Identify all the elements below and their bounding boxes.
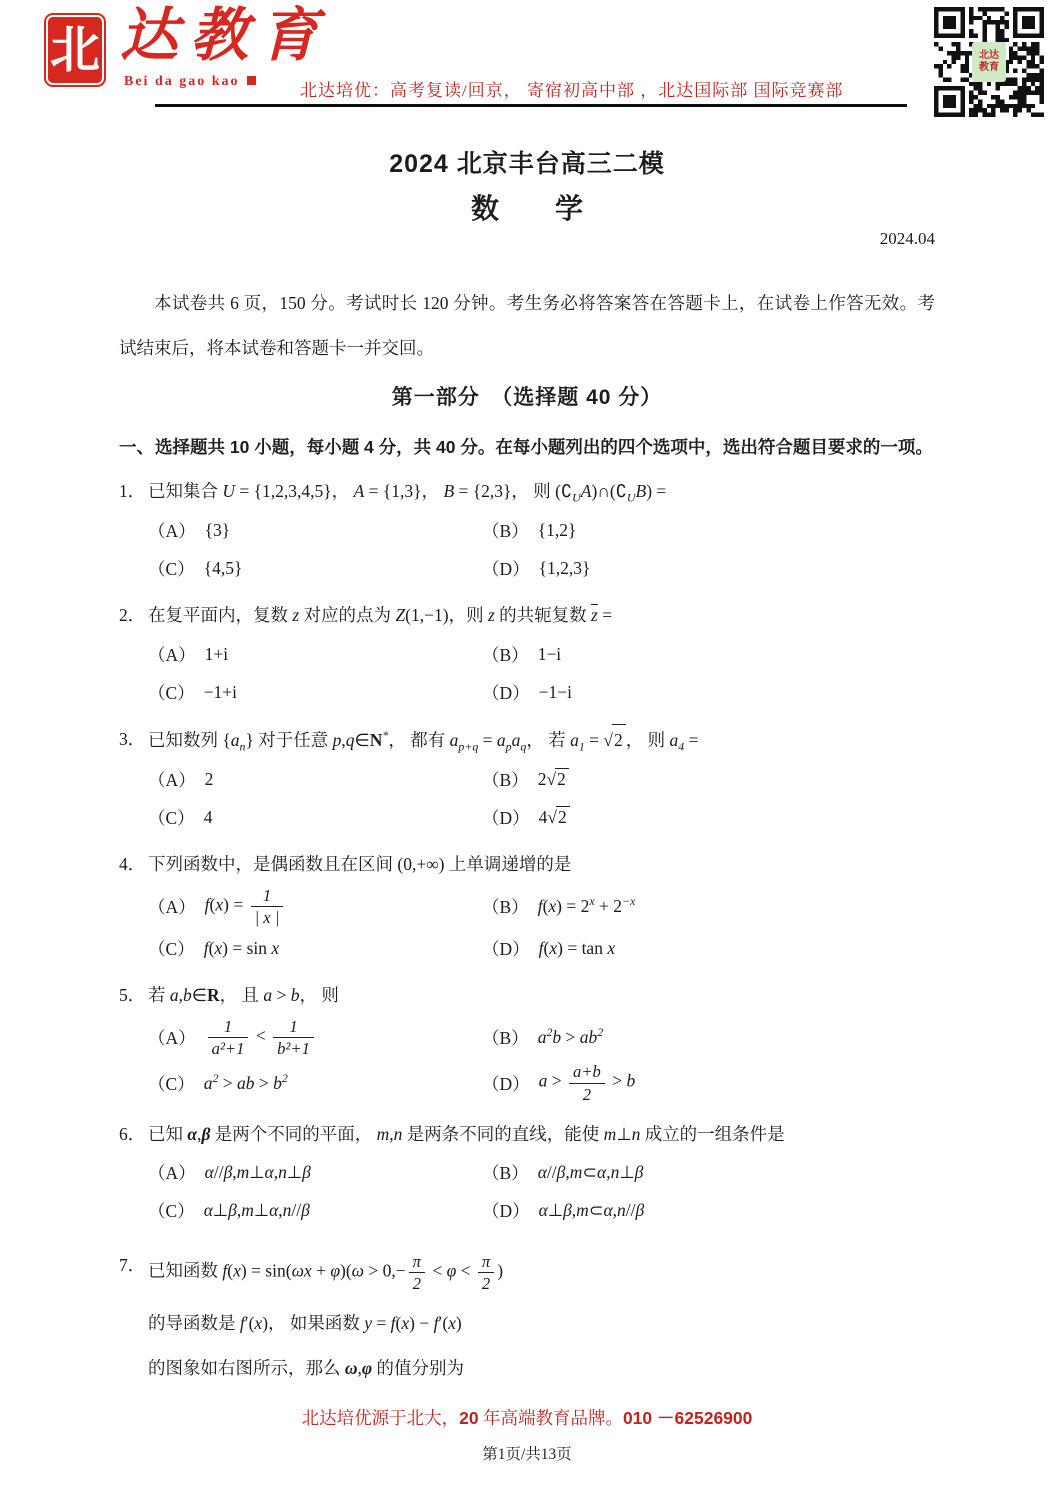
- instruction-label: 一、: [119, 437, 154, 457]
- option-text: a > $\frac{a+b}{2}$ > b: [538, 1062, 636, 1104]
- footer-phone: 010 －62526900: [622, 1408, 753, 1428]
- footer-slogan-part2: 年高端教育品牌。: [478, 1408, 623, 1428]
- question-3: [119, 724, 935, 836]
- options-grid: [148, 635, 935, 711]
- option-b: [482, 635, 935, 673]
- option-label: （B）: [482, 644, 529, 665]
- option-text: f(x) = sin x: [203, 937, 280, 958]
- brand-stamp: [44, 13, 106, 87]
- brand-latin-label: Bei da gao kao: [124, 74, 240, 89]
- option-label: （C）: [148, 1201, 195, 1222]
- subject-title: 数 学: [470, 193, 583, 224]
- header-slogan: 北达培优：高考复读/回京， 寄宿初高中部 ，北达国际部 国际竞赛部: [300, 81, 844, 100]
- option-label: （B）: [482, 897, 529, 918]
- option-text: {3}: [204, 519, 231, 540]
- option-label: （C）: [148, 558, 195, 579]
- option-text: {1,2,3}: [538, 557, 591, 578]
- brand-latin-text: [124, 74, 256, 90]
- option-d: [482, 1060, 935, 1105]
- question-stem: 下列函数中，是偶函数且在区间 (0,+∞) 上单调递增的是: [148, 854, 572, 874]
- options-grid: [148, 884, 935, 967]
- option-text: {1,2}: [537, 519, 577, 540]
- option-text: 2: [204, 768, 214, 789]
- option-c: [148, 673, 482, 711]
- option-label: （C）: [148, 938, 195, 959]
- option-label: （A）: [148, 644, 196, 665]
- option-a: [148, 511, 482, 549]
- option-b: [482, 760, 935, 798]
- exam-title: 2024 北京丰台高三二模: [389, 150, 665, 178]
- qr-center-line1: 北达: [979, 49, 999, 61]
- option-label: （C）: [148, 682, 195, 703]
- question-6: [119, 1119, 935, 1230]
- option-label: （B）: [482, 1028, 529, 1049]
- option-c: [148, 549, 482, 587]
- footer-slogan-years: 20: [459, 1408, 479, 1428]
- option-label: （C）: [148, 807, 195, 828]
- question-stem: 若 a,b∈R， 且 a > b， 则: [148, 985, 339, 1006]
- option-text: α//β,m⊥α,n⊥β: [204, 1162, 311, 1183]
- question-2: [119, 600, 935, 711]
- brand-square-mark: [247, 76, 256, 85]
- option-text: $a^2$ > ab > $b^2$: [203, 1070, 288, 1093]
- option-text: {4,5}: [203, 557, 243, 578]
- option-text: f(x) = $\frac{1}{| x |}$: [205, 884, 287, 929]
- option-text: 1+i: [204, 643, 229, 664]
- question-stem-line-1: 已知函数 f(x) = sin(ωx + φ)(ω > 0,− $\frac{\pi}{2}$ < φ < $\frac{\pi}{2}$ ): [148, 1251, 504, 1293]
- option-c: [148, 798, 482, 836]
- option-a: [148, 760, 482, 798]
- option-c: [148, 1060, 482, 1105]
- option-label: （D）: [482, 1073, 530, 1094]
- option-text: α⊥β,m⊂α,n//β: [538, 1200, 645, 1221]
- main-content: [0, 144, 1054, 1396]
- question-stem-line-3: 的图象如右图所示，那么 ω,φ 的值分别为: [148, 1357, 465, 1378]
- option-text: $\frac{1}{\text{a²+1}}$ < $\frac{1}{\text{b²+1}}$: [205, 1015, 317, 1060]
- question-number: 7．: [119, 1254, 146, 1275]
- option-text: f(x) = tan x: [538, 937, 616, 958]
- option-label: （D）: [482, 938, 530, 959]
- option-d: [482, 549, 935, 587]
- footer-slogan: [0, 1405, 1054, 1430]
- question-number: 2．: [119, 605, 146, 625]
- question-7: [119, 1250, 935, 1396]
- options-grid: [148, 760, 935, 836]
- option-a: [148, 1015, 482, 1060]
- question-stem: 已知 α,β 是两个不同的平面， m,n 是两条不同的直线，能使 m⊥n 成立的一组条件是: [148, 1123, 785, 1144]
- option-text: α//β,m⊂α,n⊥β: [537, 1162, 644, 1183]
- qr-center-label: [972, 42, 1006, 82]
- question-5: [119, 980, 935, 1105]
- option-d: [482, 673, 935, 711]
- option-text: 1−i: [537, 643, 562, 664]
- qr-center-line2: 教育: [979, 62, 999, 73]
- option-d: [482, 929, 935, 967]
- option-label: （D）: [482, 558, 530, 579]
- question-stem: 已知集合 U = {1,2,3,4,5}， A = {1,3}， B = {2,3}， 则 $(∁_UA)\cap(∁_UB)$ =: [148, 481, 667, 505]
- option-label: （A）: [148, 1028, 196, 1049]
- question-stem: 在复平面内，复数 z 对应的点为 Z(1,−1)，则 z 的共轭复数 $\overline{z}$ =: [148, 605, 613, 625]
- option-text: $a^2b > ab^2$: [537, 1025, 604, 1048]
- option-label: （D）: [482, 682, 530, 703]
- option-label: （C）: [148, 1073, 195, 1094]
- section-instruction: [119, 431, 935, 463]
- option-label: （A）: [148, 1163, 196, 1184]
- page-header: [0, 0, 1054, 118]
- option-label: （D）: [482, 1201, 530, 1222]
- section-heading: 第一部分 （选择题 40 分）: [391, 386, 663, 409]
- footer-slogan-part1: 北达培优源于北大，: [301, 1408, 460, 1428]
- question-stem-line-2: 的导函数是 f′(x)， 如果函数 y = f(x) − f′(x): [148, 1312, 462, 1333]
- question-number: 1．: [119, 481, 146, 501]
- question-stem: 已知数列 $\{a_n\}$ 对于任意 p,q∈N*， 都有 $a_{p+q} = a_pa_q$， 若 $a_1$ = √ 2 ， 则 $a_4$ =: [148, 724, 935, 755]
- question-1: [119, 476, 935, 587]
- options-grid: [148, 1154, 935, 1230]
- option-label: （B）: [482, 520, 529, 541]
- exam-date: 2024.04: [879, 229, 935, 248]
- option-label: （B）: [482, 1163, 529, 1184]
- brand-script-text: 达教育: [120, 3, 331, 68]
- option-label: （A）: [148, 897, 196, 918]
- option-c: [148, 929, 482, 967]
- brand-stamp-character: 北: [50, 22, 100, 78]
- header-divider: [155, 104, 907, 107]
- option-b: [482, 511, 935, 549]
- option-label: （B）: [482, 769, 529, 790]
- option-a: [148, 1154, 482, 1192]
- option-label: （D）: [482, 807, 530, 828]
- qr-code: [932, 7, 1046, 117]
- option-label: （A）: [148, 520, 196, 541]
- options-grid: [148, 1015, 935, 1105]
- option-d: [482, 1192, 935, 1230]
- option-text: −1+i: [203, 681, 238, 702]
- option-text: −1−i: [538, 681, 572, 702]
- option-a: [148, 884, 482, 929]
- option-b: [482, 1154, 935, 1192]
- page-number: 第1页/共13页: [482, 1446, 572, 1463]
- question-number: 5．: [119, 985, 146, 1006]
- option-b: [482, 884, 935, 929]
- option-text: $f(x) = 2^x + 2^{-x}$: [537, 894, 636, 917]
- option-a: [148, 635, 482, 673]
- option-d: [482, 798, 935, 836]
- option-text: α⊥β,m⊥α,n//β: [203, 1200, 310, 1221]
- instruction-text: 选择题共 10 小题，每小题 4 分，共 40 分。在每小题列出的四个选项中，选出符合题目要求的一项。: [155, 437, 933, 457]
- option-text: 4 √ 2: [539, 806, 570, 828]
- intro-paragraph: 本试卷共 6 页，150 分。考试时长 120 分钟。考生务必将答案答在答题卡上，在试卷上作答无效。考试结束后，将本试卷和答题卡一并交回。: [119, 293, 935, 358]
- question-number: 3．: [119, 729, 146, 749]
- option-text: 2 √ 2: [538, 768, 569, 790]
- page-footer: [0, 1405, 1054, 1464]
- question-4: [119, 849, 935, 967]
- option-label: （A）: [148, 769, 196, 790]
- question-number: 4．: [119, 854, 146, 874]
- option-b: [482, 1015, 935, 1060]
- question-number: 6．: [119, 1123, 146, 1144]
- options-grid: [148, 511, 935, 587]
- option-text: 4: [203, 806, 213, 827]
- option-c: [148, 1192, 482, 1230]
